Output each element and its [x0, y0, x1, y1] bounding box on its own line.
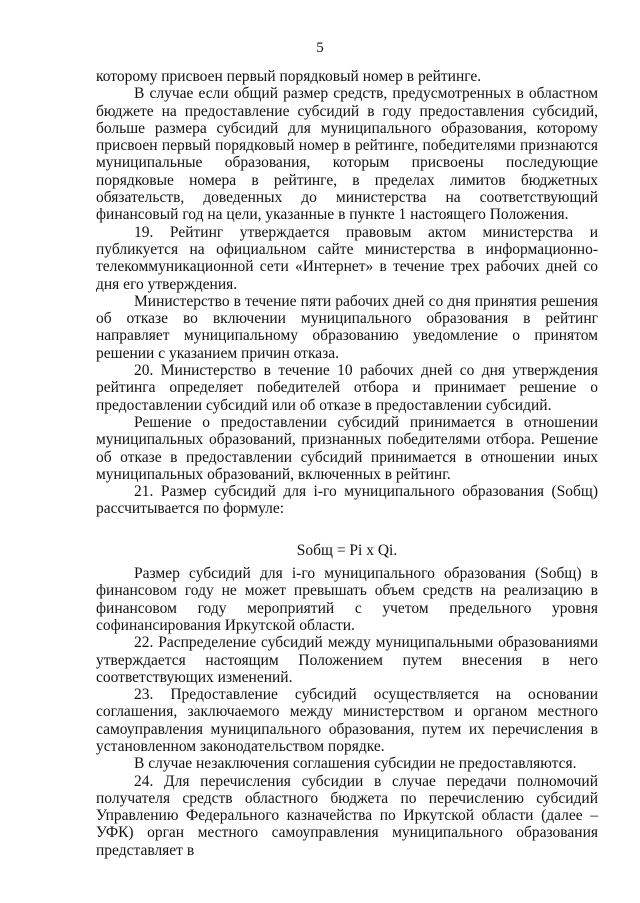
paragraph: В случае если общий размер средств, предусмотренных в областном бюджете на предоставление субсидий в году предоставления субсидий, больше размера субсидий для муниципального образования, которому присвоен первый порядковый номер в рейтинге, победителями признаются муниципальные образования, которым присвоены последующие порядковые номера в рейтинге, в пределах лимитов бюджетных обязательств, доведенных до министерства на соответствующий финансовый год на цели, указанные в пункте 1 настоящего Положения. [96, 85, 598, 224]
paragraph: В случае незаключения соглашения субсидии не предоставляются. [134, 755, 577, 773]
paragraph-item-20: 20. Министерство в течение 10 рабочих дней со дня утверждения рейтинга определяет победителей отбора и принимает решение о предоставлении субсидий или об отказе в предоставлении субсидий. [96, 362, 598, 414]
document-body [96, 68, 598, 859]
paragraph-item-23: 23. Предоставление субсидий осуществляется на основании соглашения, заключаемого между министерством и органом местного самоуправления муниципального образования, путем их перечисления в установленном законодательством порядке. [96, 686, 598, 755]
paragraph-item-19: 19. Рейтинг утверждается правовым актом министерства и публикуется на официальном сайте министерства в информационно-телекоммуникационной сети «Интернет» в течение трех рабочих дней со дня его утверждения. [96, 223, 598, 293]
paragraph-item-22: 22. Распределение субсидий между муниципальными образованиями утверждается настоящим Положением путем внесения в него соответствующих изменений. [96, 634, 598, 686]
paragraph-item-21: 21. Размер субсидий для i-го муниципального образования (Sобщ) рассчитывается по формуле: [96, 483, 598, 518]
formula: Sобщ = Pi x Qi. [296, 541, 398, 559]
paragraph: Размер субсидий для i-го муниципального образования (Sобщ) в финансовом году не может превышать объем средств на реализацию в финансовом году мероприятий с учетом предельного уровня софинансирования Иркутской области. [96, 565, 598, 634]
paragraph: которому присвоен первый порядковый номер в рейтинге. [96, 68, 482, 85]
paragraph-item-24: 24. Для перечисления субсидии в случае передачи полномочий получателя средств областного бюджета по перечислению субсидий Управлению Федерального казначейства по Иркутской области (далее – УФК) орган местного самоуправления муниципального образования представляет в [96, 772, 598, 859]
paragraph: Решение о предоставлении субсидий принимается в отношении муниципальных образований, признанных победителями отбора. Решение об отказе в предоставлении субсидий принимается в отношении иных муниципальных образований, включенных в рейтинг. [96, 413, 598, 483]
page-number: 5 [316, 40, 324, 56]
paragraph: Министерство в течение пяти рабочих дней со дня принятия решения об отказе во включении муниципального образования в рейтинг направляет муниципальному образованию уведомление о принятом решении с указанием причин отказа. [96, 292, 598, 362]
